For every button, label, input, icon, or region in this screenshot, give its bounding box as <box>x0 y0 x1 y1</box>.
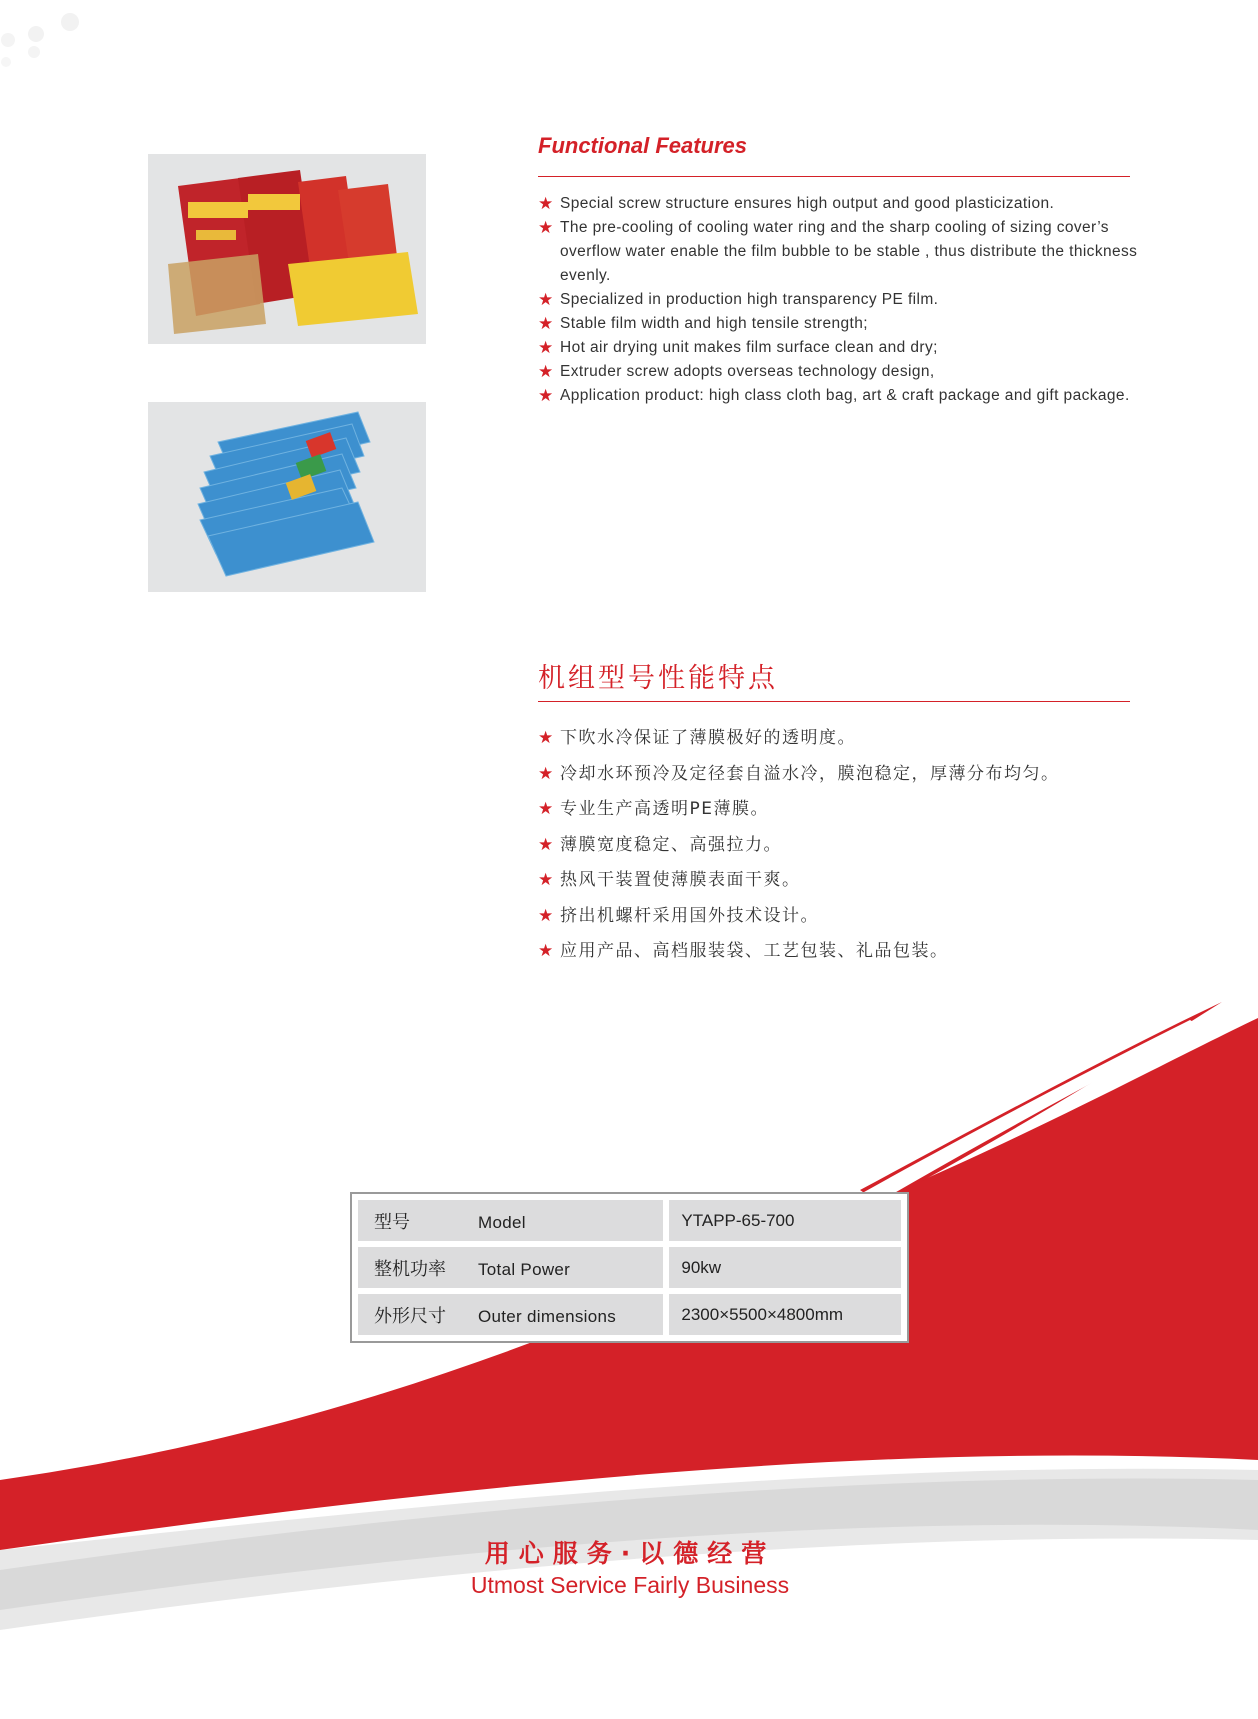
list-item: ★ 冷却水环预冷及定径套自溢水冷，膜泡稳定，厚薄分布均匀。 <box>538 761 1138 797</box>
spec-table <box>350 1192 909 1343</box>
spec-label: 型号 Model <box>358 1200 663 1241</box>
list-item: ★ 薄膜宽度稳定、高强拉力。 <box>538 832 1138 868</box>
list-item: ★ 专业生产高透明PE薄膜。 <box>538 796 1138 832</box>
features-heading-en: Functional Features <box>538 133 748 158</box>
spec-value: 2300×5500×4800mm <box>669 1294 901 1335</box>
features-list-cn <box>538 725 1138 974</box>
list-item: ★ The pre-cooling of cooling water ring and the sharp cooling of sizing cover’s overflow water enable the film bubble to be stable , thus distribute the thickness evenly. <box>538 218 1138 284</box>
star-icon: ★ <box>538 314 554 333</box>
table-row <box>358 1294 901 1335</box>
list-item: ★ Hot air drying unit makes film surface clean and dry; <box>538 336 1138 360</box>
star-icon: ★ <box>538 763 555 784</box>
slogan-cn: 用心服务·以德经营 <box>484 1539 776 1568</box>
star-icon: ★ <box>538 870 555 890</box>
star-icon: ★ <box>538 799 555 819</box>
list-item: ★ Special screw structure ensures high output and good plasticization. <box>538 192 1138 216</box>
spec-label: 外形尺寸 Outer dimensions <box>358 1294 663 1335</box>
list-item: ★ Specialized in production high transparency PE film. <box>538 288 1138 312</box>
star-icon: ★ <box>538 905 555 926</box>
features-list-en <box>538 192 1138 408</box>
star-icon: ★ <box>538 362 554 381</box>
star-icon: ★ <box>538 290 554 309</box>
star-icon: ★ <box>538 728 555 748</box>
heading-rule-cn <box>538 701 1130 702</box>
star-icon: ★ <box>538 218 554 237</box>
list-item: ★ 应用产品、高档服装袋、工艺包装、礼品包装。 <box>538 938 1138 974</box>
list-item: ★ Stable film width and high tensile strength; <box>538 312 1138 336</box>
list-item: ★ 热风干装置使薄膜表面干爽。 <box>538 867 1138 903</box>
star-icon: ★ <box>538 386 554 405</box>
list-item: ★ 挤出机螺杆采用国外技术设计。 <box>538 903 1138 939</box>
features-heading-cn: 机组型号性能特点 <box>538 663 778 694</box>
heading-rule-en <box>538 176 1130 177</box>
star-icon: ★ <box>538 941 555 961</box>
product-photo-blue-bags <box>148 402 426 592</box>
list-item: ★ Extruder screw adopts overseas technology design, <box>538 360 1138 384</box>
product-photo-red-bags <box>148 154 426 344</box>
list-item: ★ Application product: high class cloth bag, art & craft package and gift package. <box>538 384 1138 408</box>
slogan-en: Utmost Service Fairly Business <box>470 1572 790 1598</box>
spec-label: 整机功率 Total Power <box>358 1247 663 1288</box>
star-icon: ★ <box>538 338 554 357</box>
star-icon: ★ <box>538 834 555 855</box>
table-row <box>358 1247 901 1288</box>
star-icon: ★ <box>538 194 554 213</box>
spec-value: YTAPP-65-700 <box>669 1200 901 1241</box>
spec-value: 90kw <box>669 1247 901 1288</box>
red-swoosh-graphic <box>0 990 1258 1719</box>
decorative-dots <box>0 0 120 80</box>
table-row <box>358 1200 901 1241</box>
list-item: ★ 下吹水冷保证了薄膜极好的透明度。 <box>538 725 1138 761</box>
